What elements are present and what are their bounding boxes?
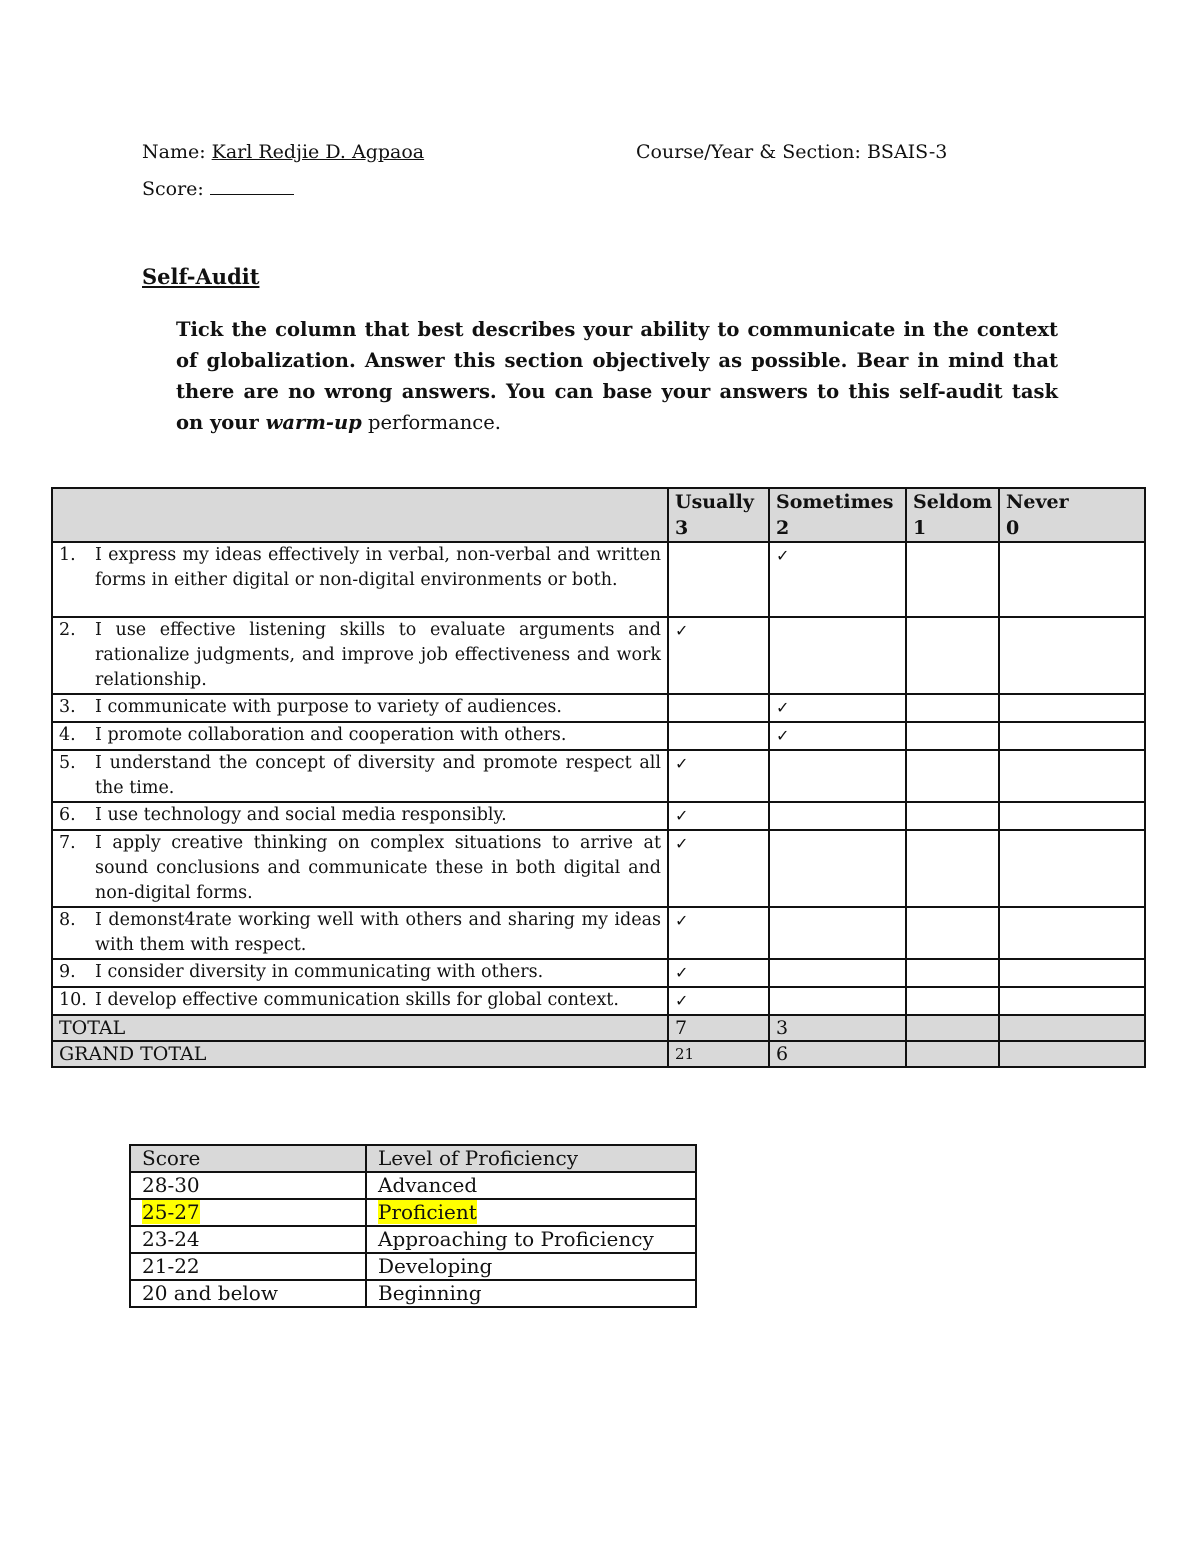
- student-name: Karl Redjie D. Agpaoa: [211, 141, 425, 163]
- answer-cell[interactable]: [999, 830, 1145, 907]
- course-label: Course/Year & Section:: [636, 141, 867, 163]
- statement-cell: [52, 907, 668, 959]
- total-value: [906, 1015, 999, 1041]
- statement-cell: [52, 722, 668, 750]
- score-line: [142, 178, 294, 200]
- check-icon: ✓: [675, 991, 689, 1010]
- check-icon: ✓: [776, 726, 790, 745]
- table-row: [52, 694, 1145, 722]
- level-cell: [366, 1253, 696, 1280]
- score-cell: [130, 1226, 366, 1253]
- answer-cell[interactable]: [668, 987, 769, 1015]
- table-row: [52, 617, 1145, 694]
- answer-cell[interactable]: [906, 802, 999, 830]
- score-text: 21-22: [142, 1254, 200, 1278]
- table-row: [52, 830, 1145, 907]
- column-header: Usually 3: [668, 488, 769, 542]
- table-row: [52, 722, 1145, 750]
- column-header: Seldom 1: [906, 488, 999, 542]
- answer-cell[interactable]: [999, 694, 1145, 722]
- check-icon: ✓: [675, 963, 689, 982]
- proficiency-row: [130, 1253, 696, 1280]
- answer-cell[interactable]: [668, 750, 769, 802]
- answer-cell[interactable]: [999, 959, 1145, 987]
- answer-cell[interactable]: [999, 987, 1145, 1015]
- score-label: Score:: [142, 178, 210, 200]
- answer-cell[interactable]: [668, 802, 769, 830]
- instructions-bold: Tick the column that best describes your ability to communicate in the context of globalization. Answer this section objectively as possible. Bear in mind that there are no wrong answers. You can base your answers to this self-audit task on your: [176, 318, 1058, 434]
- check-icon: ✓: [675, 911, 689, 930]
- statement-cell: [52, 830, 668, 907]
- answer-cell[interactable]: [999, 802, 1145, 830]
- answer-cell[interactable]: [906, 617, 999, 694]
- proficiency-row: [130, 1172, 696, 1199]
- score-cell: [130, 1280, 366, 1307]
- grand-total-row: [52, 1041, 1145, 1067]
- name-line: [142, 141, 424, 163]
- grand-total-label: GRAND TOTAL: [52, 1041, 668, 1067]
- answer-cell[interactable]: [769, 907, 906, 959]
- statement-text: I use effective listening skills to evaluate arguments and rationalize judgments, and improve job effectiveness and work relationship.: [95, 620, 661, 690]
- table-row: [52, 542, 1145, 617]
- instructions-italic: warm-up: [265, 411, 362, 434]
- level-text: Approaching to Proficiency: [378, 1227, 654, 1251]
- answer-cell[interactable]: [668, 959, 769, 987]
- instructions-end: performance.: [361, 411, 501, 434]
- answer-cell[interactable]: [668, 542, 769, 617]
- score-blank: [210, 179, 294, 195]
- answer-cell[interactable]: [999, 722, 1145, 750]
- statement-number: 10.: [59, 990, 87, 1010]
- level-header: Level of Proficiency: [366, 1145, 696, 1172]
- check-icon: ✓: [776, 698, 790, 717]
- statement-number: 2.: [59, 620, 76, 640]
- answer-cell[interactable]: [999, 617, 1145, 694]
- score-cell: [130, 1172, 366, 1199]
- table-row: [52, 802, 1145, 830]
- statement-text: I consider diversity in communicating with others.: [95, 962, 544, 982]
- course-line: [636, 141, 947, 163]
- instructions: [176, 314, 1058, 438]
- self-audit-table: [51, 487, 1146, 1068]
- statement-cell: [52, 987, 668, 1015]
- course-value: BSAIS-3: [866, 141, 948, 163]
- level-text: Advanced: [378, 1173, 478, 1197]
- total-label: TOTAL: [52, 1015, 668, 1041]
- answer-cell[interactable]: [906, 959, 999, 987]
- statement-cell: [52, 959, 668, 987]
- answer-cell[interactable]: [668, 694, 769, 722]
- grand-total-value: [906, 1041, 999, 1067]
- statement-text: I express my ideas effectively in verbal, non-verbal and written forms in either digital or non-digital environments or both.: [95, 545, 661, 590]
- statement-cell: [52, 802, 668, 830]
- statement-cell: [52, 542, 668, 617]
- level-cell: [366, 1226, 696, 1253]
- proficiency-row: [130, 1226, 696, 1253]
- statement-text: I communicate with purpose to variety of audiences.: [95, 697, 562, 717]
- answer-cell[interactable]: [906, 830, 999, 907]
- level-text: Beginning: [378, 1281, 482, 1305]
- grand-total-value: 6: [769, 1041, 906, 1067]
- answer-cell[interactable]: [769, 722, 906, 750]
- level-cell: [366, 1280, 696, 1307]
- table-row: [52, 987, 1145, 1015]
- proficiency-table: [129, 1144, 697, 1308]
- statement-number: 6.: [59, 805, 76, 825]
- audit-body: [52, 542, 1145, 1067]
- column-header: Sometimes 2: [769, 488, 906, 542]
- name-label: Name:: [142, 141, 212, 163]
- score-text: 23-24: [142, 1227, 200, 1251]
- level-text: Developing: [378, 1254, 493, 1278]
- answer-cell[interactable]: [769, 830, 906, 907]
- statement-text: I understand the concept of diversity and promote respect all the time.: [95, 753, 661, 798]
- proficiency-header-row: [130, 1145, 696, 1172]
- answer-cell[interactable]: [906, 907, 999, 959]
- score-cell: [130, 1199, 366, 1226]
- table-row: [52, 907, 1145, 959]
- answer-cell[interactable]: [769, 542, 906, 617]
- statement-number: 9.: [59, 962, 76, 982]
- answer-cell[interactable]: [999, 542, 1145, 617]
- answer-cell[interactable]: [906, 542, 999, 617]
- total-row: [52, 1015, 1145, 1041]
- answer-cell[interactable]: [906, 750, 999, 802]
- answer-cell[interactable]: [906, 722, 999, 750]
- statement-number: 8.: [59, 910, 76, 930]
- answer-cell[interactable]: [668, 722, 769, 750]
- statement-text: I use technology and social media responsibly.: [95, 805, 507, 825]
- answer-cell[interactable]: [769, 750, 906, 802]
- grand-total-value: [999, 1041, 1145, 1067]
- statement-text: I demonst4rate working well with others and sharing my ideas with them with respect.: [95, 910, 661, 955]
- page-title: Self-Audit: [142, 264, 260, 289]
- check-icon: ✓: [776, 546, 790, 565]
- statement-text: I promote collaboration and cooperation with others.: [95, 725, 567, 745]
- statement-header: [52, 488, 668, 542]
- statement-cell: [52, 617, 668, 694]
- answer-cell[interactable]: [999, 907, 1145, 959]
- answer-cell[interactable]: [906, 694, 999, 722]
- statement-number: 5.: [59, 753, 76, 773]
- statement-text: I apply creative thinking on complex situations to arrive at sound conclusions and communicate these in both digital and non-digital forms.: [95, 833, 661, 903]
- answer-cell[interactable]: [906, 987, 999, 1015]
- total-value: 7: [668, 1015, 769, 1041]
- proficiency-body: [130, 1172, 696, 1307]
- answer-cell[interactable]: [668, 907, 769, 959]
- answer-cell[interactable]: [999, 750, 1145, 802]
- answer-cell[interactable]: [769, 694, 906, 722]
- grand-total-value: 21: [668, 1041, 769, 1067]
- answer-cell[interactable]: [769, 617, 906, 694]
- statement-number: 1.: [59, 545, 76, 565]
- table-row: [52, 750, 1145, 802]
- total-value: [999, 1015, 1145, 1041]
- statement-number: 3.: [59, 697, 76, 717]
- check-icon: ✓: [675, 834, 689, 853]
- score-text: 20 and below: [142, 1281, 278, 1305]
- check-icon: ✓: [675, 754, 689, 773]
- statement-text: I develop effective communication skills for global context.: [95, 990, 619, 1010]
- level-text: Proficient: [378, 1200, 477, 1224]
- check-icon: ✓: [675, 806, 689, 825]
- answer-cell[interactable]: [769, 987, 906, 1015]
- answer-cell[interactable]: [668, 830, 769, 907]
- score-text: 25-27: [142, 1200, 200, 1224]
- audit-header-row: [52, 488, 1145, 542]
- score-header: Score: [130, 1145, 366, 1172]
- answer-cell[interactable]: [769, 959, 906, 987]
- score-cell: [130, 1253, 366, 1280]
- statement-number: 4.: [59, 725, 76, 745]
- table-row: [52, 959, 1145, 987]
- statement-number: 7.: [59, 833, 76, 853]
- proficiency-row: [130, 1280, 696, 1307]
- proficiency-row: [130, 1199, 696, 1226]
- level-cell: [366, 1172, 696, 1199]
- answer-cell[interactable]: [769, 802, 906, 830]
- score-text: 28-30: [142, 1173, 200, 1197]
- level-cell: [366, 1199, 696, 1226]
- check-icon: ✓: [675, 621, 689, 640]
- total-value: 3: [769, 1015, 906, 1041]
- column-header: Never 0: [999, 488, 1145, 542]
- answer-cell[interactable]: [668, 617, 769, 694]
- statement-cell: [52, 694, 668, 722]
- statement-cell: [52, 750, 668, 802]
